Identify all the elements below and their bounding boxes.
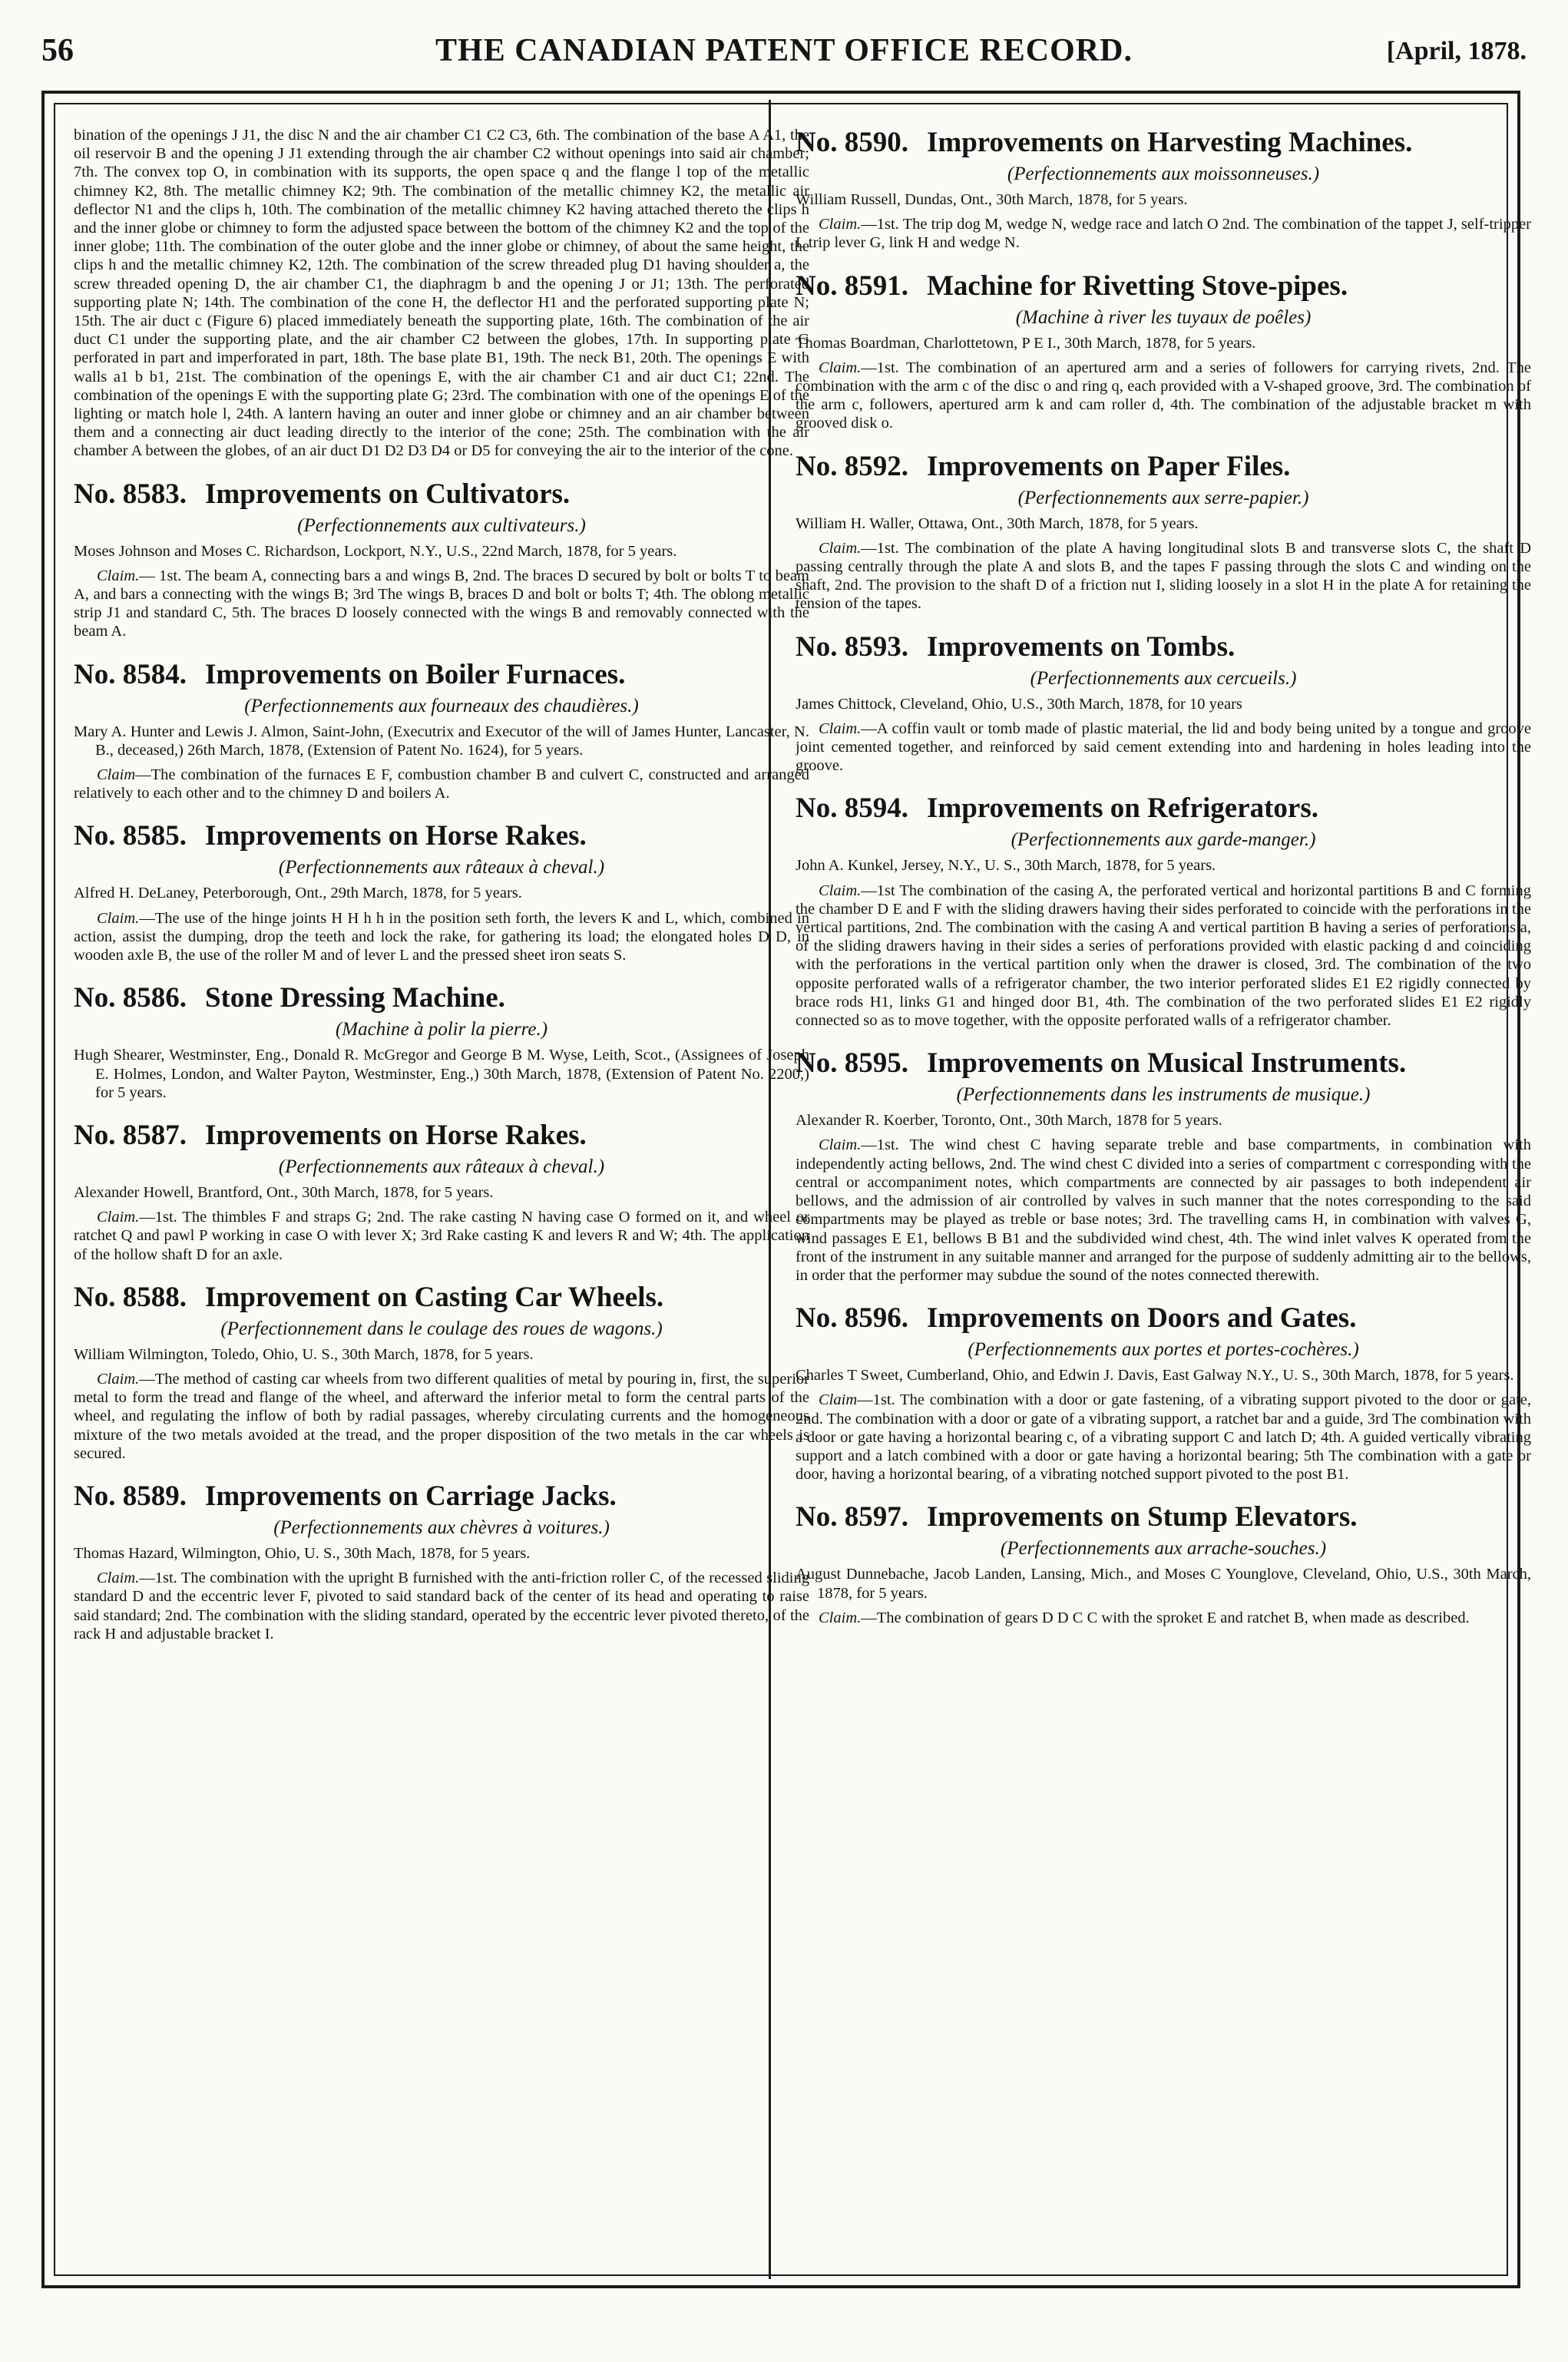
patent-number: No. 8585.: [74, 820, 187, 852]
patent-number: No. 8594.: [796, 792, 908, 825]
patent-title: Machine for Rivetting Stove-pipes.: [926, 270, 1348, 302]
patent-inventor: William Russell, Dundas, Ont., 30th March, 1878, for 5 years.: [796, 191, 1188, 208]
patent-french-title: (Perfectionnements aux garde-manger.): [1011, 829, 1316, 851]
patent-heading: [796, 1302, 1531, 1335]
claim-label: Claim: [819, 1391, 858, 1409]
patent-claim: [796, 215, 1531, 252]
patent-heading: [74, 1281, 809, 1315]
patent-number: No. 8596.: [796, 1302, 908, 1335]
claim-text: —1st. The wind chest C having separate treble and base compartments, in combination with independently acting bellows, 2nd. The wind chest C divided into a series of compartment c corresponding with the central or accompaniment notes, which compartments are connected by air passages to both independent air bellows, and the admission of air controlled by valves in such manner that the notes corresponding to the said compartments may be played as treble or base notes; 3rd. The travelling cams H, in combination with valves G, wind passages E E1, bellows B B1 and the subdivided wind chest, 4th. The wind inlet valves K operated from the front of the instrument in any suitable manner and arranged for the purpose of suddenly admitting air to the bellows, in order that the performer may subdue the sound of the notes connected therewith.: [796, 1136, 1531, 1284]
continuation-paragraph: bination of the openings J J1, the disc N and the air chamber C1 C2 C3, 6th. The combination of the base A A1, the oil reservoir B and the opening J J1 extending through the air chamber C2 without openings into said air chamber; 7th. The convex top O, in combination with its supports, the open space q and the flange l top of the metallic chimney K2, 8th. The metallic chimney K2; 9th. The combination of the metallic chimney K2, the metallic air deflector N1 and the clips h, 10th. The combination of the metallic chimney K2 having attached thereto the clips h and the inner globe or chimney to form the adjusted space between the bottom of the chimney K2 and the top of the inner globe; 11th. The combination of the outer globe and the inner globe or chimney, of about the same height, the clips h and the metallic chimney K2, 12th. The combination of the screw threaded plug D1 having shoulder a, the screw threaded opening D, the air chamber C1, the diaphragm b and the opening J or J1; 13th. The perforated supporting plate N; 14th. The combination of the cone H, the deflector H1 and the perforated supporting plate N; 15th. The air duct c (Figure 6) placed immediately beneath the supporting plate, 16th. The combination of the air duct C1 under the supporting plate, and the air chamber C2 between the globes, 17th. In supporting plate G perforated in part and imperforated in part, 18th. The base plate B1, 19th. The neck B1, 20th. The openings E with walls a1 b b1, 21st. The combination of the openings E, with the air chamber C1 and air duct C1; 22nd. The combination of the openings E with the supporting plate G; 23rd. The combination with one of the openings E of the lighting or match hole l, 24th. A lantern having an outer and inner globe or chimney and an air chamber between them and a connecting air duct leading directly to the interior of the cone; 25th. The combination with the air chamber A between the globes, of an air duct D1 D2 D3 D4 or D5 for conveying the air to the interior of the cone.: [74, 127, 809, 460]
patent-french-title: (Perfectionnements aux arrache-souches.): [1000, 1538, 1327, 1560]
patent-title: Improvements on Doors and Gates.: [926, 1302, 1357, 1335]
claim-text: —1st. The combination of the plate A having longitudinal slots B and transverse slots C, the shaft D passing centrally through the plate A and slots B, and the tapes F passing through the slots C and winding on the shaft, 2nd. The provision to the shaft D of a friction nut I, sliding loosely in a slot H in the plate A for retaining the tension of the tapes.: [796, 539, 1531, 613]
patent-entry: [796, 630, 1531, 776]
patent-number: No. 8587.: [74, 1119, 187, 1151]
patent-number: No. 8589.: [74, 1480, 187, 1512]
claim-label: Claim.: [819, 359, 862, 376]
patent-inventor: John A. Kunkel, Jersey, N.Y., U. S., 30th March, 1878, for 5 years.: [796, 857, 1216, 875]
patent-number: No. 8586.: [74, 982, 187, 1014]
patent-french-title: (Perfectionnements aux serre-papier.): [1017, 487, 1309, 508]
patent-inventor: Alfred H. DeLaney, Peterborough, Ont., 29th March, 1878, for 5 years.: [74, 885, 522, 902]
patent-french-title: (Perfectionnements aux cultivateurs.): [297, 514, 586, 536]
claim-label: Claim.: [819, 1136, 862, 1154]
patent-claim: [74, 1569, 809, 1643]
patent-inventor: Hugh Shearer, Westminster, Eng., Donald R. McGregor and George B M. Wyse, Leith, Scot., (Assignees of Joseph E. Holmes, London, and Walter Payton, Westminster, Eng.,) 30th March, 1878, (Extension of Patent No. 2200,) for 5 years.: [74, 1047, 809, 1101]
patent-number: No. 8588.: [74, 1281, 187, 1313]
claim-text: —The combination of the furnaces E F, combustion chamber B and culvert C, constructed and arranged relatively to each other and to the chimney D and boilers A.: [74, 766, 809, 802]
patent-claim: [796, 1391, 1531, 1484]
patent-title: Improvements on Refrigerators.: [926, 792, 1318, 825]
patent-claim: [74, 567, 809, 641]
patent-french-title: (Perfectionnements aux chèvres à voitures.): [273, 1517, 610, 1538]
patent-heading: [74, 981, 809, 1015]
claim-label: Claim.: [97, 1570, 140, 1587]
patent-number: No. 8590.: [796, 127, 908, 158]
claim-label: Claim.: [97, 1370, 140, 1388]
left-entries: [74, 478, 809, 1643]
patent-claim: [74, 1370, 809, 1463]
patent-entry: [796, 1302, 1531, 1484]
patent-french-title: (Perfectionnements aux portes et portes-cochères.): [968, 1339, 1359, 1361]
patent-title: Improvements on Harvesting Machines.: [926, 127, 1413, 158]
patent-entry: [796, 270, 1531, 433]
patent-heading: [74, 1119, 809, 1153]
patent-heading: [796, 270, 1531, 303]
patent-number: No. 8591.: [796, 270, 908, 302]
patent-title: Improvements on Tombs.: [926, 630, 1236, 663]
claim-label: Claim.: [819, 882, 862, 899]
patent-entry: [796, 1500, 1531, 1627]
patent-title: Improvements on Horse Rakes.: [204, 820, 587, 852]
claim-label: Claim.: [819, 720, 862, 737]
claim-text: —1st The combination of the casing A, the perforated vertical and horizontal partitions B and C forming the chamber D E and F with the sliding drawers having their sides perforated to coincide with the perforations in the vertical partitions, 2nd. The combination with the casing A and vertical partition B having a series of perforations a, of the sliding drawers having in their sides a series of perforations provided with elastic packing d and coinciding with the perforations in the vertical partition only when the drawer is closed, 3rd. The combination of the two opposite perforated walls of a refrigerator chamber, the two interior perforated slides E1 E2 rigidly connected by brace rods H1, links G1 and hinged door B1, 4th. The combination of the two perforated slides E1 E2 rigidly connected so as to move together, with the opposite perforated walls of a refrigerator chamber.: [796, 882, 1531, 1030]
claim-label: Claim.: [97, 909, 140, 927]
patent-inventor: Charles T Sweet, Cumberland, Ohio, and Edwin J. Davis, East Galway N.Y., U. S., 30th March, 1878, for 5 years.: [796, 1367, 1514, 1384]
patent-number: No. 8592.: [796, 450, 908, 482]
claim-text: —1st. The trip dog M, wedge N, wedge race and latch O 2nd. The combination of the tappet J, self-tripper L trip lever G, link H and wedge N.: [796, 216, 1531, 252]
patent-heading: [796, 1500, 1531, 1534]
right-column: [796, 126, 1531, 2268]
patent-entry: [74, 478, 809, 641]
patent-claim: [796, 359, 1531, 433]
left-column: [74, 126, 809, 2268]
patent-french-title: (Perfectionnements aux râteaux à cheval.): [278, 1156, 605, 1177]
patent-title: Improvements on Horse Rakes.: [204, 1119, 587, 1151]
patent-entry: [796, 792, 1531, 1030]
claim-text: —1st. The combination with a door or gate fastening, of a vibrating support pivoted to the door or gate, 2nd. The combination with a door or gate of a vibrating support, a ratchet bar and a guide, 3rd The combination with a door or gate having a horizontal bearing c, of a vibrating support C and latch D; 4th. A guided vertically vibrating support and a latch combined with a door or gate having a horizontal bearing; 5th The combination with a gate or door, having a horizontal bearing, of a vibrating notched support pivoted to the post B1.: [796, 1391, 1531, 1484]
patent-heading: [796, 630, 1531, 664]
patent-inventor: William Wilmington, Toledo, Ohio, U. S., 30th March, 1878, for 5 years.: [74, 1345, 534, 1363]
claim-text: —The use of the hinge joints H H h h in the position seth forth, the levers K and L, which, combined in action, assist the dumping, drop the teeth and lock the rake, for gathering its load; the elongated holes D D, in wooden axle B, the use of the roller M and of lever L and the pressed sheet iron seats S.: [74, 909, 809, 964]
issue-date: [April, 1878.: [1386, 37, 1527, 65]
patent-heading: [796, 1047, 1531, 1080]
claim-label: Claim.: [97, 1209, 140, 1226]
patent-inventor: Alexander R. Koerber, Toronto, Ont., 30th March, 1878 for 5 years.: [796, 1112, 1222, 1130]
patent-number: No. 8583.: [74, 478, 187, 510]
patent-entry: [796, 126, 1531, 253]
claim-text: —A coffin vault or tomb made of plastic material, the lid and body being united by a tongue and groove joint cemented together, and reinforced by said cement extending into and hardening in holes leading into the groove.: [796, 720, 1531, 775]
patent-number: No. 8597.: [796, 1501, 908, 1533]
patent-entry: [74, 819, 809, 964]
claim-text: —The combination of gears D D C C with the sproket E and ratchet B, when made as described.: [861, 1609, 1470, 1626]
patent-heading: [74, 1480, 809, 1513]
patent-entry: [796, 1047, 1531, 1285]
patent-french-title: (Machine à polir la pierre.): [335, 1019, 548, 1040]
patent-french-title: (Perfectionnements aux râteaux à cheval.): [278, 857, 605, 878]
patent-heading: [74, 478, 809, 511]
patent-heading: [796, 450, 1531, 484]
patent-claim: [74, 766, 809, 802]
patent-heading: [74, 819, 809, 853]
patent-title: Improvements on Musical Instruments.: [926, 1047, 1407, 1080]
claim-label: Claim.: [819, 1609, 862, 1626]
patent-number: No. 8593.: [796, 630, 908, 663]
patent-title: Improvements on Boiler Furnaces.: [204, 658, 626, 690]
patent-entry: [796, 450, 1531, 614]
right-entries: [796, 126, 1531, 1627]
patent-title: Improvements on Paper Files.: [926, 450, 1291, 482]
patent-claim: [74, 909, 809, 965]
patent-french-title: (Perfectionnements aux cercueils.): [1030, 667, 1297, 689]
patent-number: No. 8584.: [74, 658, 187, 690]
patent-heading: [796, 792, 1531, 825]
claim-label: Claim: [97, 766, 136, 784]
patent-claim: [796, 1136, 1531, 1285]
patent-entry: [74, 1480, 809, 1643]
patent-title: Improvements on Carriage Jacks.: [204, 1480, 617, 1512]
patent-title: Improvement on Casting Car Wheels.: [204, 1281, 664, 1313]
patent-french-title: (Perfectionnements aux moissonneuses.): [1007, 164, 1320, 184]
page-number: 56: [41, 33, 74, 68]
page-header: [41, 26, 1527, 80]
patent-heading: [796, 126, 1531, 160]
claim-text: —1st. The combination of an apertured arm and a series of followers for carrying rivets, 2nd. The combination with the arm c of the disc o and ring q, each provided with a V-shaped groove, 3rd. The combination of the arm c, followers, apertured arm k and cam roller d, 4th. The combination of the adjustable bracket m with grooved disk o.: [796, 359, 1531, 432]
patent-inventor: Thomas Boardman, Charlottetown, P E I., 30th March, 1878, for 5 years.: [796, 334, 1256, 352]
claim-label: Claim.: [819, 216, 862, 233]
patent-inventor: Alexander Howell, Brantford, Ont., 30th March, 1878, for 5 years.: [74, 1183, 494, 1201]
patent-claim: [74, 1208, 809, 1264]
patent-entry: [74, 981, 809, 1102]
patent-entry: [74, 658, 809, 803]
patent-claim: [796, 882, 1531, 1030]
patent-inventor: Thomas Hazard, Wilmington, Ohio, U. S., 30th Mach, 1878, for 5 years.: [74, 1544, 531, 1562]
page-title: THE CANADIAN PATENT OFFICE RECORD.: [435, 33, 1133, 68]
patent-french-title: (Perfectionnement dans le coulage des roues de wagons.): [220, 1318, 663, 1339]
patent-inventor: William H. Waller, Ottawa, Ont., 30th March, 1878, for 5 years.: [796, 514, 1199, 532]
patent-entry: [74, 1119, 809, 1264]
patent-inventor: Mary A. Hunter and Lewis J. Almon, Saint-John, (Executrix and Executor of the will of James Hunter, Lancaster, N. B., deceased,) 26th March, 1878, (Extension of Patent No. 1624), for 5 years.: [74, 723, 809, 759]
claim-text: —1st. The thimbles F and straps G; 2nd. The rake casting N having case O formed on it, and wheel or ratchet Q and pawl P working in case O with lever X; 3rd Rake casting K and levers R and W; 4th. The application of the hollow shaft D for an axle.: [74, 1209, 809, 1263]
patent-title: Improvements on Cultivators.: [204, 478, 571, 510]
patent-french-title: (Perfectionnements aux fourneaux des chaudières.): [244, 695, 639, 716]
patent-title: Stone Dressing Machine.: [204, 982, 505, 1014]
patent-french-title: (Perfectionnements dans les instruments de musique.): [956, 1084, 1371, 1106]
claim-text: — 1st. The beam A, connecting bars a and wings B, 2nd. The braces D secured by bolt or bolts T to beam A, and bars a connecting with the wings B; 3rd The wings B, braces D and bolt or bolts T; 4th. The oblong metallic strip J1 and standard C, 5th. The braces D loosely connected with the wings B and removably connected with the beam A.: [74, 567, 809, 640]
claim-label: Claim.: [97, 567, 140, 584]
patent-title: Improvements on Stump Elevators.: [926, 1501, 1358, 1533]
patent-entry: [74, 1281, 809, 1463]
claim-label: Claim.: [819, 539, 862, 557]
patent-french-title: (Machine à river les tuyaux de poêles): [1015, 306, 1312, 328]
patent-inventor: August Dunnebache, Jacob Landen, Lansing, Mich., and Moses C Younglove, Cleveland, Ohio, U.S., 30th March, 1878, for 5 years.: [796, 1566, 1531, 1602]
patent-claim: [796, 539, 1531, 614]
claim-text: —The method of casting car wheels from two different qualities of metal by pouring in, first, the superior metal to form the tread and flange of the wheel, and afterward the inferior metal to form the central parts of the wheel, and regulating the inflow of both by radial passages, whereby circulating currents and the homogeneous mixture of the two metals avoided at the tread, and the proper disposition of the two metals in the car wheels is secured.: [74, 1370, 809, 1462]
claim-text: —1st. The combination with the upright B furnished with the anti-friction roller C, of the recessed sliding standard D and the eccentric lever F, pivoted to said standard back of the center of its head and operating to raise said standard; 2nd. The combination with the sliding standard, operated by the eccentric lever pivoted thereto, of the rack H and adjustable bracket I.: [74, 1570, 809, 1642]
patent-heading: [74, 658, 809, 692]
patent-number: No. 8595.: [796, 1047, 908, 1080]
patent-inventor: James Chittock, Cleveland, Ohio, U.S., 30th March, 1878, for 10 years: [796, 695, 1242, 713]
patent-inventor: Moses Johnson and Moses C. Richardson, Lockport, N.Y., U.S., 22nd March, 1878, for 5 years.: [74, 542, 677, 560]
patent-claim: [796, 1609, 1531, 1627]
patent-claim: [796, 720, 1531, 776]
